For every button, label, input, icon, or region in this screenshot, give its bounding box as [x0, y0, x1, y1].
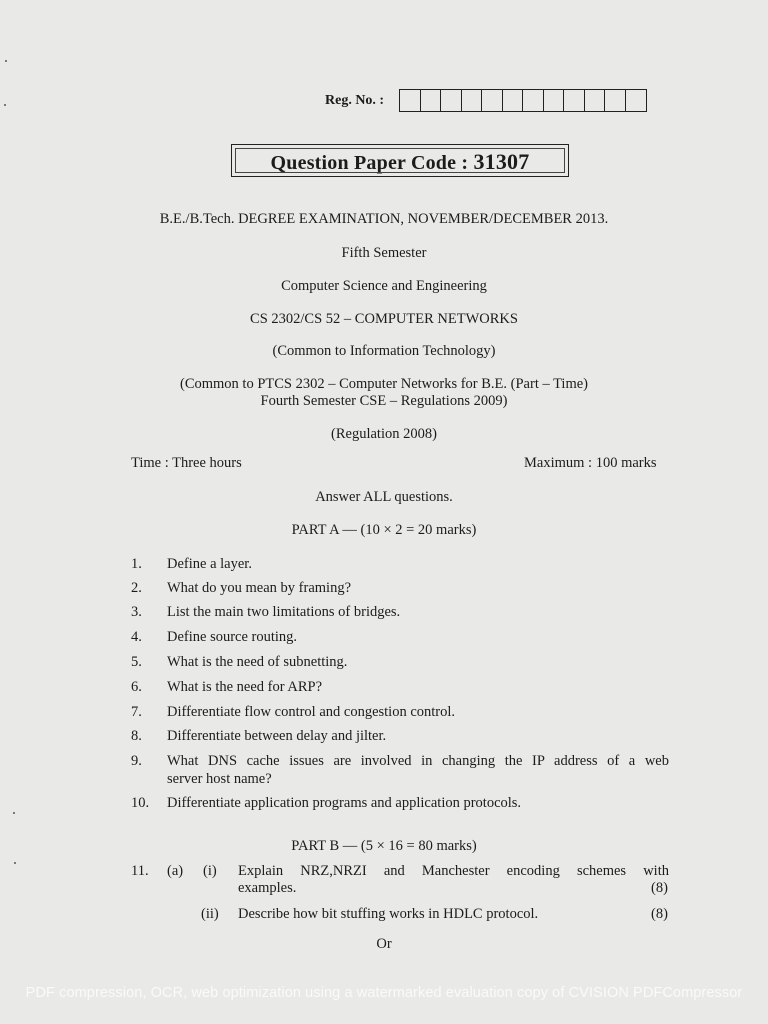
- question-text: What is the need of subnetting.: [167, 654, 348, 670]
- common-to-ptcs-line1: (Common to PTCS 2302 – Computer Networks for B.E. (Part – Time): [179, 376, 589, 392]
- question-text: What DNS cache issues are involved in changing the IP address of a web: [167, 753, 669, 769]
- marks: (8): [651, 906, 668, 922]
- question-number: 5.: [131, 654, 142, 670]
- reg-no-digit-box[interactable]: [462, 90, 483, 111]
- scan-speck: [5, 60, 7, 62]
- scan-speck: [4, 104, 6, 106]
- reg-no-digit-box[interactable]: [503, 90, 524, 111]
- reg-no-digit-box[interactable]: [482, 90, 503, 111]
- reg-no-digit-box[interactable]: [421, 90, 442, 111]
- scan-speck: [14, 862, 16, 864]
- question-text: Differentiate application programs and application protocols.: [167, 795, 522, 811]
- semester: Fifth Semester: [341, 245, 427, 261]
- question-text-continued: examples.: [238, 880, 297, 896]
- reg-no-digit-box[interactable]: [441, 90, 462, 111]
- pdf-watermark: PDF compression, OCR, web optimization using a watermarked evaluation copy of CVISION PDFCompressor: [25, 985, 743, 1001]
- question-text: Explain NRZ,NRZI and Manchester encoding schemes with: [238, 863, 669, 879]
- question-number: 10.: [131, 795, 150, 811]
- instruction: Answer ALL questions.: [315, 489, 453, 505]
- question-text: Differentiate between delay and jilter.: [167, 728, 387, 744]
- reg-no-digit-box[interactable]: [523, 90, 544, 111]
- question-text: Define source routing.: [167, 629, 298, 645]
- question-number: 4.: [131, 629, 142, 645]
- reg-no-digit-box[interactable]: [400, 90, 421, 111]
- reg-no-digit-box[interactable]: [626, 90, 647, 111]
- question-number: 1.: [131, 556, 142, 572]
- question-paper-code-label: Question Paper Code :: [270, 152, 469, 174]
- question-number: 11.: [131, 863, 149, 879]
- question-text: Differentiate flow control and congestion control.: [167, 704, 456, 720]
- question-number: 8.: [131, 728, 142, 744]
- reg-no-digit-box[interactable]: [544, 90, 565, 111]
- question-text-continued: server host name?: [167, 771, 272, 787]
- question-number: 3.: [131, 604, 142, 620]
- part-label: (i): [203, 863, 217, 879]
- reg-no-label: Reg. No. :: [325, 93, 385, 108]
- reg-no-boxes: [399, 89, 647, 112]
- exam-title: B.E./B.Tech. DEGREE EXAMINATION, NOVEMBER/DECEMBER 2013.: [159, 211, 609, 227]
- course-title: CS 2302/CS 52 – COMPUTER NETWORKS: [250, 311, 518, 327]
- common-to-it: (Common to Information Technology): [272, 343, 496, 359]
- part-a-title: PART A — (10 × 2 = 20 marks): [291, 522, 477, 538]
- scan-speck: [13, 812, 15, 814]
- department: Computer Science and Engineering: [281, 278, 487, 294]
- maximum-marks: Maximum : 100 marks: [524, 455, 657, 471]
- question-text: What do you mean by framing?: [167, 580, 352, 596]
- time-allowed: Time : Three hours: [131, 455, 242, 471]
- question-number: 6.: [131, 679, 142, 695]
- question-paper-code-box: [231, 144, 569, 177]
- reg-no-digit-box[interactable]: [564, 90, 585, 111]
- reg-no-digit-box[interactable]: [585, 90, 606, 111]
- or-separator: Or: [376, 936, 392, 952]
- question-text: What is the need for ARP?: [167, 679, 323, 695]
- question-paper-code-number: 31307: [473, 149, 530, 174]
- question-text: Define a layer.: [167, 556, 252, 572]
- common-to-ptcs-line2: Fourth Semester CSE – Regulations 2009): [260, 393, 508, 409]
- subquestion-label: (a): [167, 863, 184, 879]
- marks: (8): [651, 880, 668, 896]
- question-number: 2.: [131, 580, 142, 596]
- regulation: (Regulation 2008): [331, 426, 437, 442]
- part-label: (ii): [201, 906, 219, 922]
- question-number: 9.: [131, 753, 142, 769]
- reg-no-digit-box[interactable]: [605, 90, 626, 111]
- question-number: 7.: [131, 704, 142, 720]
- question-text: List the main two limitations of bridges.: [167, 604, 401, 620]
- question-text: Describe how bit stuffing works in HDLC protocol.: [238, 906, 539, 922]
- part-b-title: PART B — (5 × 16 = 80 marks): [291, 838, 477, 854]
